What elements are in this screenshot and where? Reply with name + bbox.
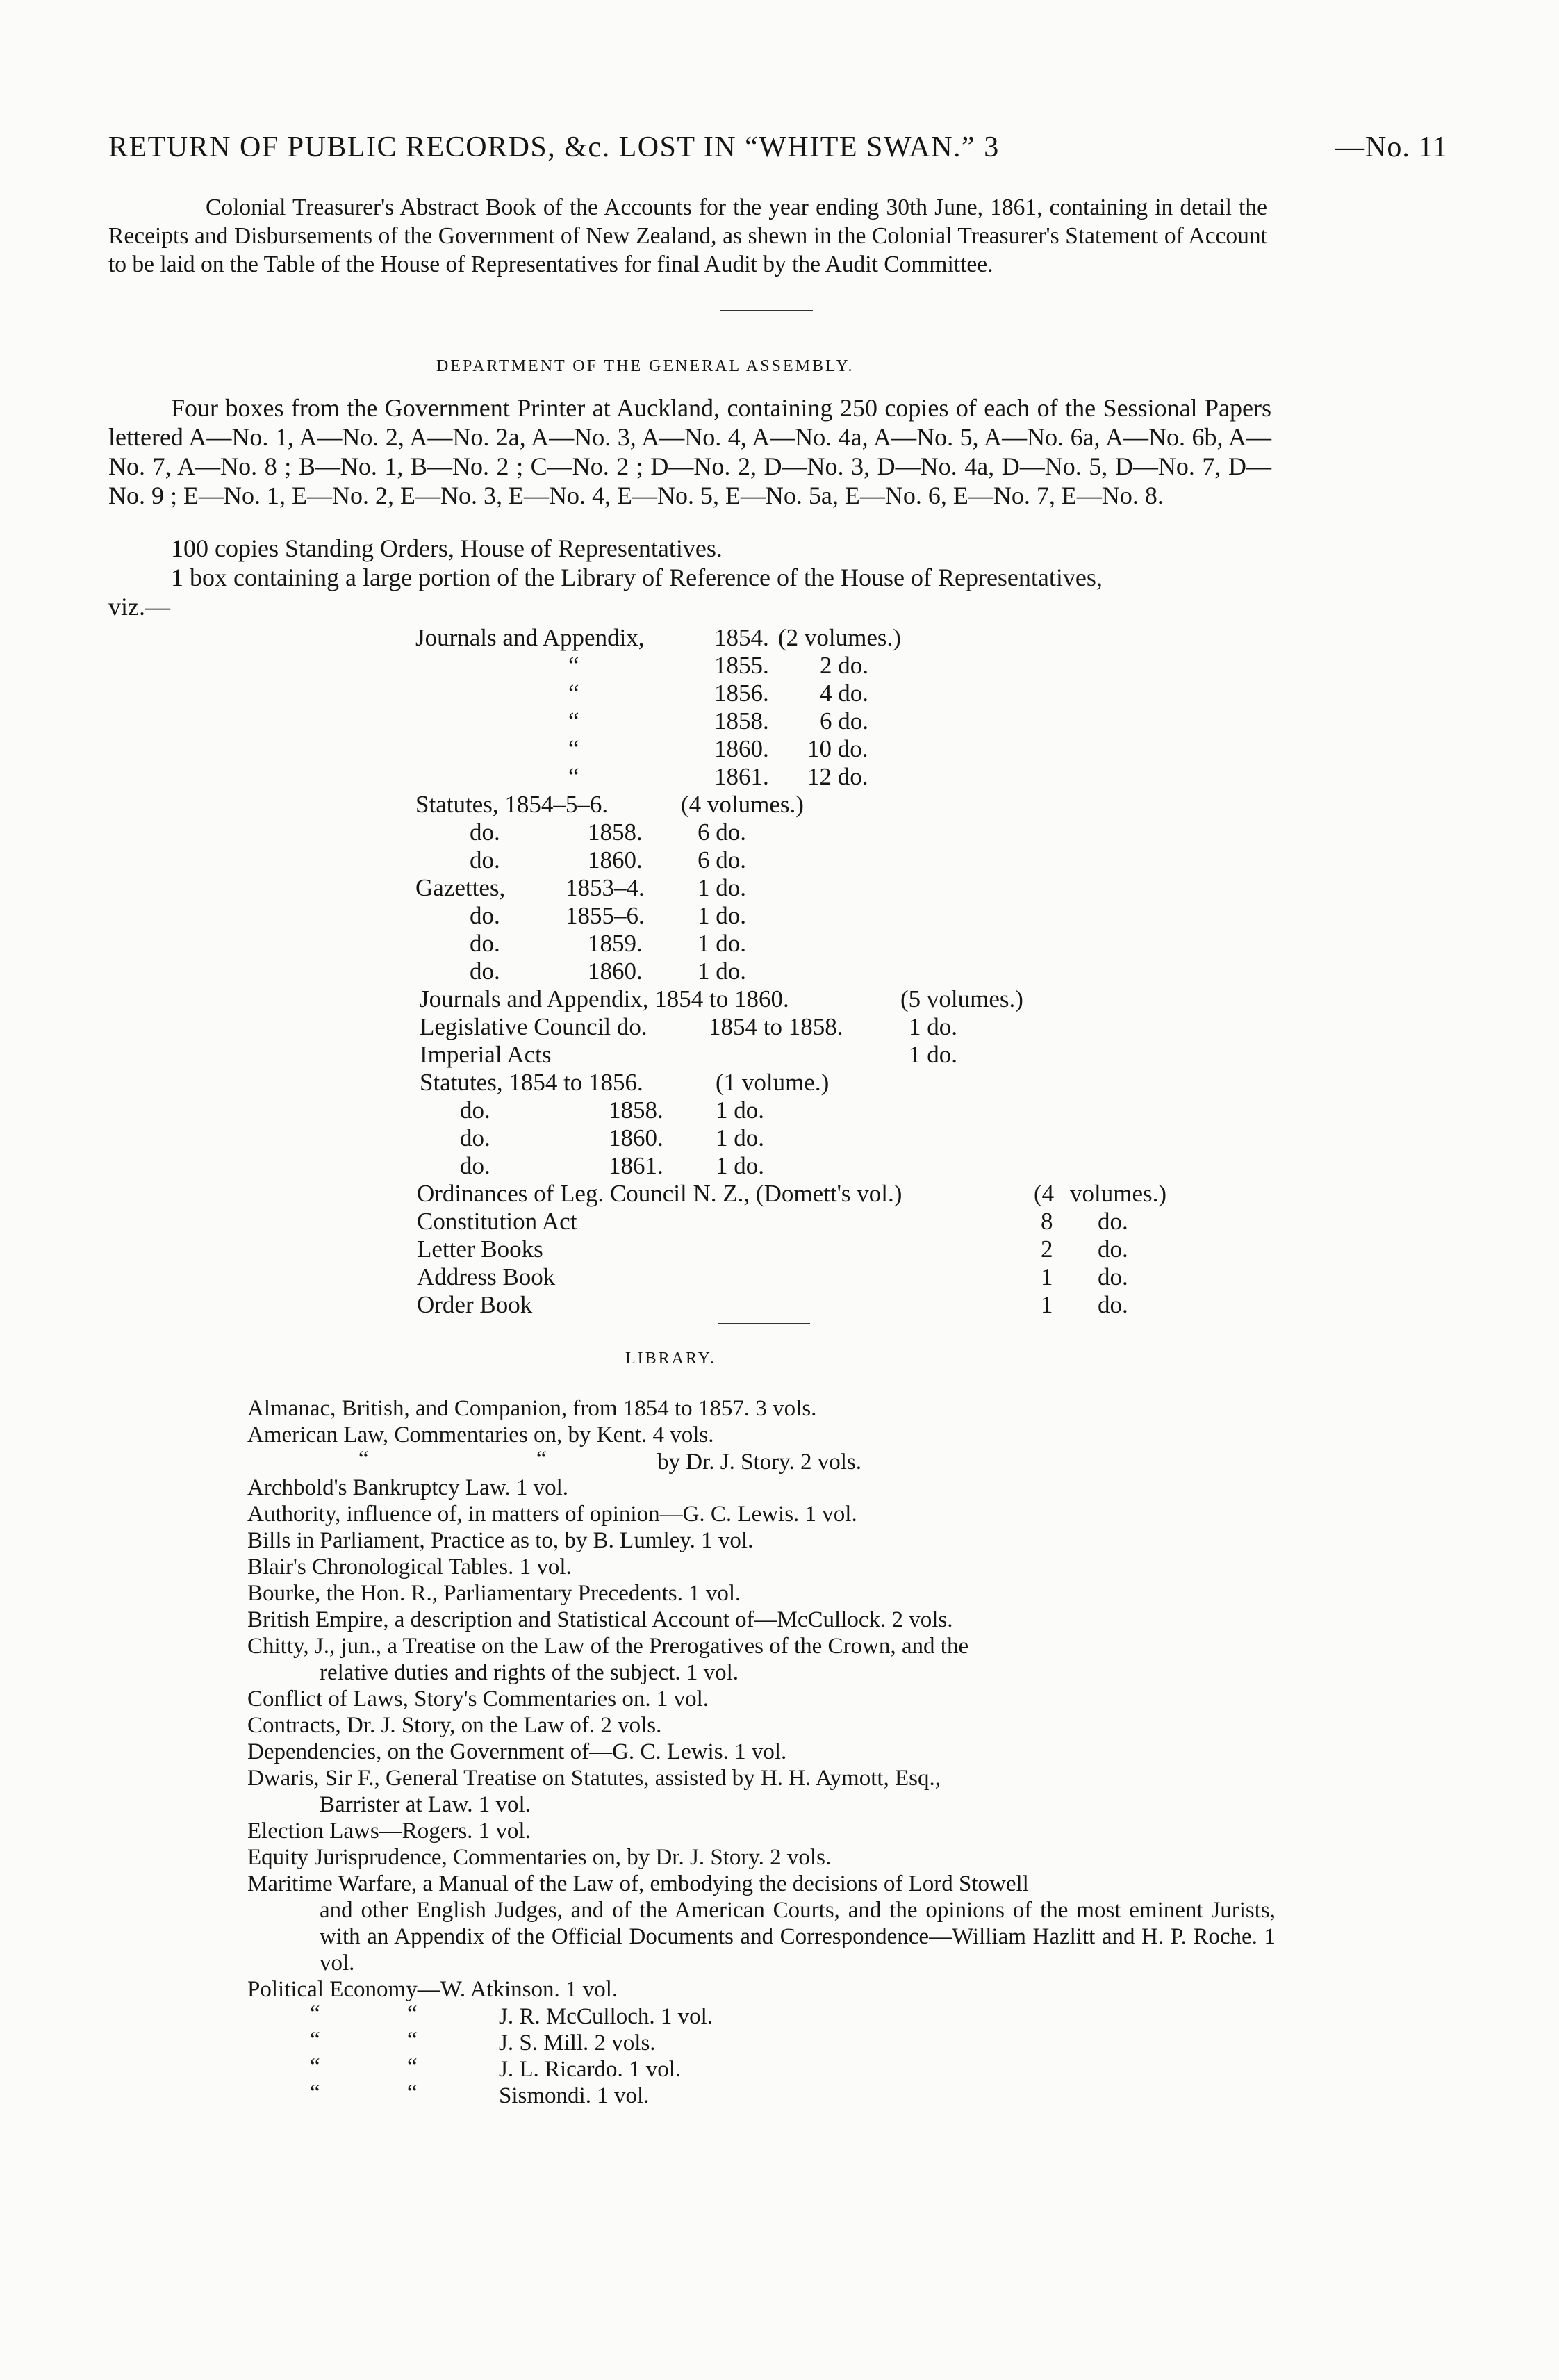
gazettes-year: 1859. (588, 930, 643, 957)
ditto-mark: “ (568, 652, 579, 679)
divider (718, 1323, 810, 1324)
library-item: American Law, Commentaries on, by Kent. 4 vols. (247, 1422, 714, 1447)
library-item (247, 1765, 1276, 1818)
statutes2-qty: 1 do. (716, 1152, 764, 1179)
ditto-mark: “ (536, 1447, 547, 1472)
ordinances-num: (4 (1034, 1180, 1055, 1207)
statutes-qty: (4 volumes.) (681, 791, 804, 818)
library-heading: LIBRARY. (625, 1349, 716, 1368)
gazettes-year: 1855–6. (566, 902, 645, 929)
library-item-continuation: Barrister at Law. 1 vol. (320, 1792, 531, 1817)
library-item: British Empire, a description and Statistical Account of—McCullock. 2 vols. (247, 1607, 953, 1632)
library-item: Conflict of Laws, Story's Commentaries on. 1 vol. (247, 1686, 709, 1712)
library-item: Dependencies, on the Government of—G. C. Lewis. 1 vol. (247, 1739, 787, 1764)
statutes2-do: do. (460, 1097, 490, 1124)
ditto-mark: “ (568, 707, 579, 734)
address-book-unit: do. (1098, 1263, 1128, 1290)
journals-year: 1855. (714, 652, 769, 679)
statutes-do: do. (470, 819, 500, 846)
library-item: Bourke, the Hon. R., Parliamentary Precedents. 1 vol. (247, 1581, 741, 1606)
ditto-mark: “ (358, 1447, 369, 1472)
library-item: J. L. Ricardo. 1 vol. (499, 2057, 682, 2082)
constitution-act-num: 8 (1041, 1208, 1053, 1235)
library-item: J. S. Mill. 2 vols. (499, 2030, 656, 2055)
viz-label: viz.— (108, 593, 170, 621)
department-heading: DEPARTMENT OF THE GENERAL ASSEMBLY. (436, 357, 855, 375)
library-item: J. R. McCulloch. 1 vol. (499, 2004, 713, 2029)
library-item: by Dr. J. Story. 2 vols. (657, 1450, 861, 1475)
statutes-year: 1860. (588, 846, 643, 873)
gazettes-qty: 1 do. (698, 874, 746, 901)
library-item-continuation: relative duties and rights of the subject. 1 vol. (320, 1660, 739, 1685)
statutes2-year: 1860. (609, 1124, 663, 1151)
ditto-mark: “ (310, 2081, 320, 2106)
journals-range-line: Journals and Appendix, 1854 to 1860. (420, 985, 789, 1012)
journals-qty: 12 do. (807, 763, 868, 790)
leg-council-years: 1854 to 1858. (709, 1013, 843, 1040)
ordinances-unit: volumes.) (1070, 1180, 1167, 1207)
journals-qty: 10 do. (807, 735, 868, 762)
address-book-num: 1 (1041, 1263, 1053, 1290)
document-number: —No. 11 (1335, 131, 1448, 163)
library-item: Almanac, British, and Companion, from 1854 to 1857. 3 vols. (247, 1396, 817, 1421)
journals-qty: (2 volumes.) (778, 624, 901, 651)
order-book-unit: do. (1098, 1291, 1128, 1318)
journals-year: 1854. (714, 624, 769, 651)
ditto-mark: “ (407, 2081, 418, 2106)
journals-year: 1860. (714, 735, 769, 762)
leg-council-line: Legislative Council do. (420, 1013, 647, 1040)
gazettes-do: do. (470, 930, 500, 957)
journals-year: 1856. (714, 680, 769, 707)
ditto-mark: “ (407, 2001, 418, 2026)
gazettes-do: do. (470, 902, 500, 929)
journals-range-qty: (5 volumes.) (900, 985, 1023, 1012)
statutes2-year: 1858. (609, 1097, 663, 1124)
library-item-text: Dwaris, Sir F., General Treatise on Statutes, assisted by H. H. Aymott, Esq., (247, 1766, 941, 1791)
statutes2-do: do. (460, 1124, 490, 1151)
sessional-papers-paragraph: Four boxes from the Government Printer at Auckland, containing 250 copies of each of the Sessional Papers lettered A—No. 1, A—No. 2, A—No. 2a, A—No. 3, A—No. 4, A—No. 4a, A—No. 5, A—No. 6a, A—No. 6b, A—No. 7, A—No. 8 ; B—No. 1, B—No. 2 ; C—No. 2 ; D—No. 2, D—No. 3, D—No. 4a, D—No. 5, D—No. 7, D—No. 9 ; E—No. 1, E—No. 2, E—No. 3, E—No. 4, E—No. 5, E—No. 5a, E—No. 6, E—No. 7, E—No. 8. (108, 394, 1271, 509)
ditto-mark: “ (310, 2054, 320, 2079)
library-item: Archbold's Bankruptcy Law. 1 vol. (247, 1475, 569, 1500)
library-item: Election Laws—Rogers. 1 vol. (247, 1819, 531, 1844)
gazettes-year: 1860. (588, 958, 643, 985)
ditto-mark: “ (568, 763, 579, 790)
ditto-mark: “ (310, 2001, 320, 2026)
library-item: Equity Jurisprudence, Commentaries on, by Dr. J. Story. 2 vols. (247, 1845, 832, 1870)
journals-label: Journals and Appendix, (415, 624, 645, 651)
order-book-line: Order Book (417, 1291, 533, 1318)
statutes-qty: 6 do. (698, 819, 746, 846)
constitution-act-line: Constitution Act (417, 1208, 577, 1235)
statutes-qty: 6 do. (698, 846, 746, 873)
library-item: Authority, influence of, in matters of opinion—G. C. Lewis. 1 vol. (247, 1502, 857, 1527)
gazettes-qty: 1 do. (698, 958, 746, 985)
gazettes-do: do. (470, 958, 500, 985)
imperial-acts-line: Imperial Acts (420, 1041, 552, 1068)
journals-qty: 6 do. (820, 707, 868, 734)
library-item: Political Economy—W. Atkinson. 1 vol. (247, 1977, 618, 2002)
imperial-acts-qty: 1 do. (909, 1041, 957, 1068)
gazettes-qty: 1 do. (698, 930, 746, 957)
address-book-line: Address Book (417, 1263, 556, 1290)
journals-year: 1861. (714, 763, 769, 790)
statutes2-qty: (1 volume.) (716, 1069, 830, 1096)
statutes-year: 1858. (588, 819, 643, 846)
abstract-paragraph: Colonial Treasurer's Abstract Book of the Accounts for the year ending 30th June, 1861, containing in detail the Receipts and Disbursements of the Government of New Zealand, as shewn in the Colonial Treasurer's Statement of Account to be laid on the Table of the House of Representatives for final Audit by the Audit Committee. (108, 195, 1267, 277)
library-item-continuation: and other English Judges, and of the American Courts, and the opinions of the most eminent Jurists, with an Appendix of the Official Documents and Correspondence—William Hazlitt and H. P. Roche. 1 vol. (320, 1898, 1276, 1976)
library-item-text: Chitty, J., jun., a Treatise on the Law of the Prerogatives of the Crown, and the (247, 1634, 969, 1659)
constitution-act-unit: do. (1098, 1208, 1128, 1235)
gazettes-line: Gazettes, (415, 874, 506, 901)
library-item: Contracts, Dr. J. Story, on the Law of. 2 vols. (247, 1713, 662, 1738)
statutes-line: Statutes, 1854–5–6. (415, 791, 609, 818)
library-item-text: Maritime Warfare, a Manual of the Law of, embodying the decisions of Lord Stowell (247, 1871, 1029, 1896)
statutes2-line: Statutes, 1854 to 1856. (420, 1069, 643, 1096)
library-item (247, 1871, 1276, 1976)
library-item: Bills in Parliament, Practice as to, by B. Lumley. 1 vol. (247, 1528, 754, 1553)
library-item: Blair's Chronological Tables. 1 vol. (247, 1554, 572, 1579)
library-box-line: 1 box containing a large portion of the Library of Reference of the House of Representatives, (171, 564, 1103, 591)
gazettes-year: 1853–4. (566, 874, 645, 901)
library-item: Sismondi. 1 vol. (499, 2083, 650, 2108)
ditto-mark: “ (407, 2028, 418, 2053)
order-book-num: 1 (1041, 1291, 1053, 1318)
statutes2-year: 1861. (609, 1152, 663, 1179)
statutes2-qty: 1 do. (716, 1124, 764, 1151)
divider (720, 310, 813, 311)
ditto-mark: “ (407, 2054, 418, 2079)
statutes2-qty: 1 do. (716, 1097, 764, 1124)
journals-qty: 2 do. (820, 652, 868, 679)
journals-qty: 4 do. (820, 680, 868, 707)
journals-year: 1858. (714, 707, 769, 734)
ordinances-line: Ordinances of Leg. Council N. Z., (Domett's vol.) (417, 1180, 902, 1207)
library-item (247, 1633, 1276, 1686)
statutes-do: do. (470, 846, 500, 873)
standing-orders-line: 100 copies Standing Orders, House of Representatives. (171, 534, 723, 562)
leg-council-qty: 1 do. (909, 1013, 957, 1040)
page-title: RETURN OF PUBLIC RECORDS, &c. LOST IN “WHITE SWAN.” 3 (108, 131, 1000, 163)
statutes2-do: do. (460, 1152, 490, 1179)
letter-books-line: Letter Books (417, 1236, 543, 1263)
gazettes-qty: 1 do. (698, 902, 746, 929)
letter-books-unit: do. (1098, 1236, 1128, 1263)
ditto-mark: “ (568, 735, 579, 762)
ditto-mark: “ (568, 680, 579, 707)
letter-books-num: 2 (1041, 1236, 1053, 1263)
ditto-mark: “ (310, 2028, 320, 2053)
